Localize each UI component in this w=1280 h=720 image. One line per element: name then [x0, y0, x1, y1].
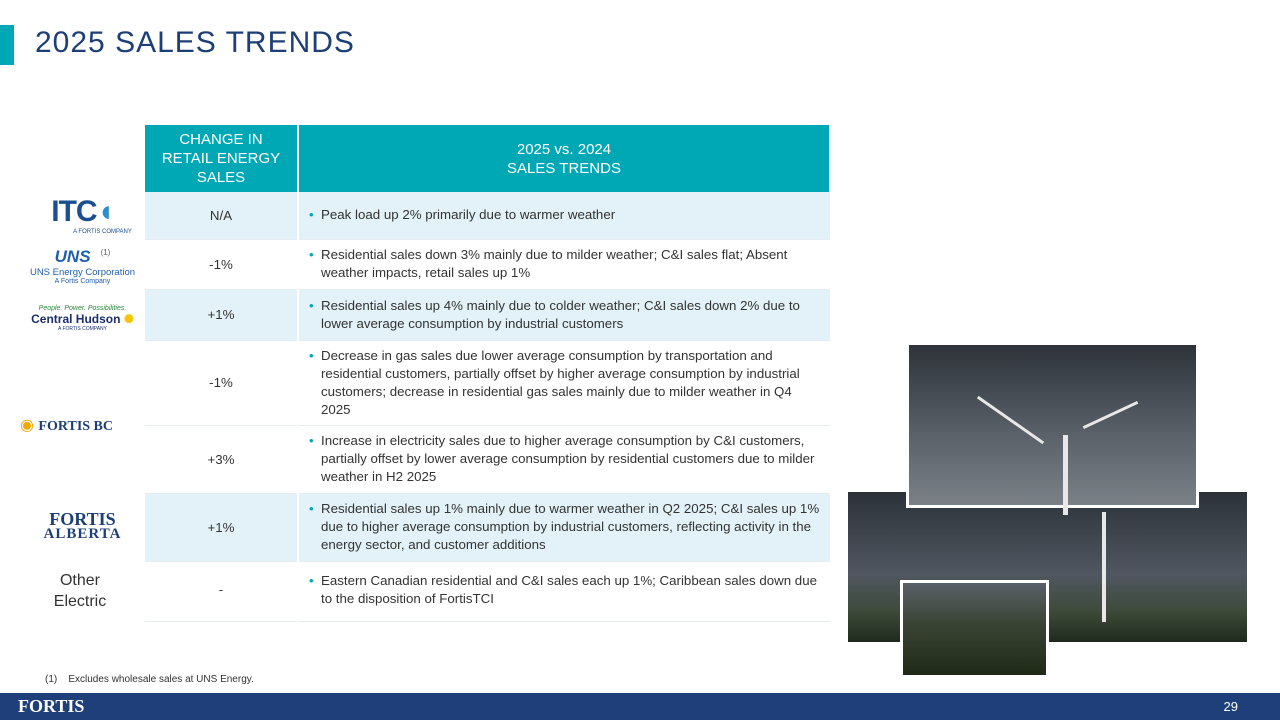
trend-text: Residential sales up 1% mainly due to warmer weather in Q2 2025; C&I sales up 1% due to higher average consumption by industrial customers, reflecting activity in the energy sector, and customer additions [321, 501, 820, 552]
itc-logo: ITC◖ A FORTIS COMPANY [51, 195, 132, 235]
change-cell: +1% [145, 493, 298, 561]
other-electric-label: Other Electric [53, 572, 107, 610]
change-cell: - [145, 561, 298, 621]
header-trends-line2: SALES TRENDS [507, 159, 621, 177]
table-row: +1% • Residential sales up 4% mainly due to colder weather; C&I sales down 2% due to lower average consumption by industrial customers [145, 289, 830, 340]
footnote: (1) Excludes wholesale sales at UNS Energy. [45, 674, 254, 685]
change-cell: +1% [145, 289, 298, 340]
header-trends-line1: 2025 vs. 2024 [516, 140, 612, 158]
table-row: +1% • Residential sales up 1% mainly due to warmer weather in Q2 2025; C&I sales up 1% due to higher average consumption by industrial customers, reflecting activity in the energy sector, and customer additions [145, 493, 830, 561]
trend-text: Peak load up 2% primarily due to warmer weather [321, 207, 616, 223]
footer-bar [0, 693, 1280, 720]
uns-logo: UNS $^{(1)}$ UNS Energy Corporation A Fortis Company [29, 247, 136, 285]
table-row: +3% • Increase in electricity sales due to higher average consumption by C&I customers, partially offset by lower average consumption by residential customers due to milder weather in H2 2025 [145, 425, 830, 493]
table-row: - • Eastern Canadian residential and C&I sales each up 1%; Caribbean sales down due to the disposition of FortisTCI [145, 561, 830, 621]
fortis-alberta-logo: FORTIS ALBERTA [43, 509, 122, 542]
header-change: CHANGE IN RETAIL ENERGY SALES [145, 125, 298, 192]
page-number: 29 [1223, 699, 1238, 714]
trend-text: Increase in electricity sales due to higher average consumption by C&I customers, partially offset by lower average consumption by residential customers due to milder weather in H2 2025 [321, 433, 815, 484]
central-hudson-logo: People. Power. Possibilities. Central Hudson ✺ A FORTIS COMPANY [31, 305, 134, 332]
title-accent-bar [0, 25, 14, 65]
page-title: 2025 SALES TRENDS [35, 26, 355, 59]
table-row: N/A • Peak load up 2% primarily due to warmer weather [145, 192, 830, 239]
trend-text: Eastern Canadian residential and C&I sales each up 1%; Caribbean sales down due to the disposition of FortisTCI [321, 572, 817, 606]
field-photo [900, 580, 1049, 678]
change-cell: -1% [145, 239, 298, 289]
trend-text: Residential sales up 4% mainly due to colder weather; C&I sales down 2% due to lower average consumption by industrial customers [321, 297, 800, 331]
fortis-bc-logo: ◉ FORTIS BC [20, 417, 114, 434]
fortis-logo: FORTIS [18, 696, 85, 716]
change-cell: -1% [145, 340, 298, 425]
table-row: -1% • Decrease in gas sales due lower average consumption by transportation and residential customers, partially offset by higher average consumption by industrial customers; decrease in residential gas sales mainly due to milder weather in Q4 2025 [145, 340, 830, 425]
trend-text: Decrease in gas sales due lower average consumption by transportation and residential customers, partially offset by higher average consumption by industrial customers; decrease in residential gas sales mainly due to milder weather in Q4 2025 [321, 347, 800, 417]
change-cell: N/A [145, 192, 298, 239]
header-trends [298, 125, 830, 192]
table-row: -1% • Residential sales down 3% mainly due to milder weather; C&I sales flat; Absent weather impacts, retail sales up 1% [145, 239, 830, 289]
change-cell: +3% [145, 425, 298, 493]
wind-turbine-photo [906, 342, 1199, 508]
sales-trends-table [145, 125, 831, 622]
trend-text: Residential sales down 3% mainly due to milder weather; C&I sales flat; Absent weather impacts, retail sales up 1% [321, 247, 788, 280]
